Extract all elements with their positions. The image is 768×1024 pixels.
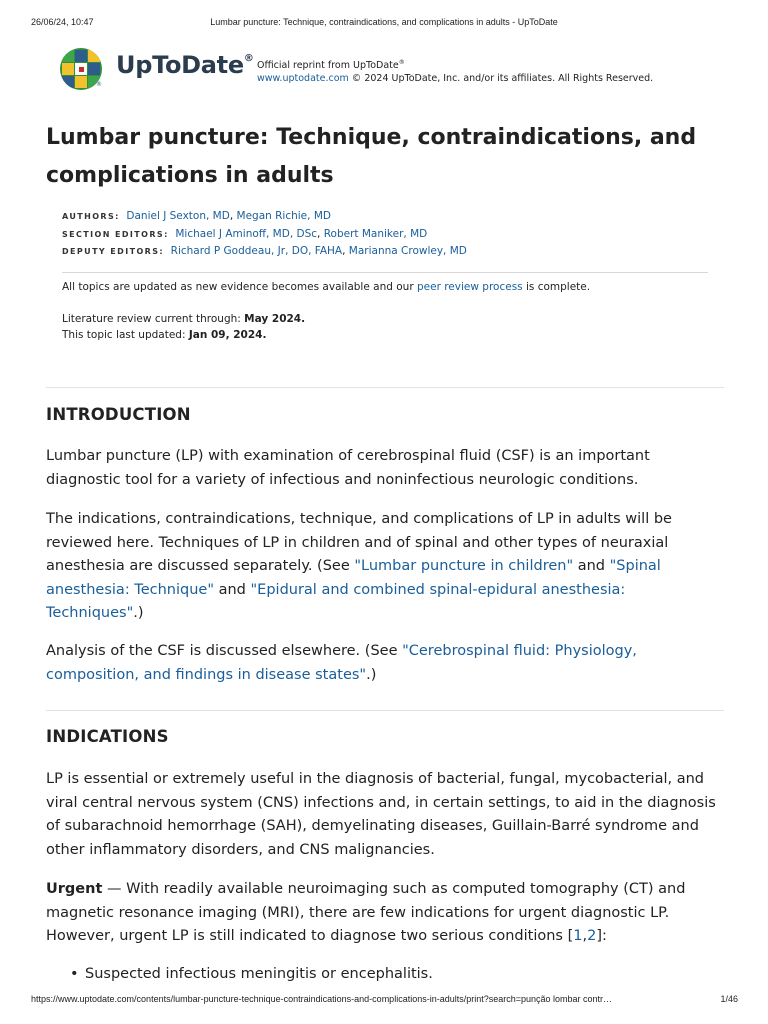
peer-review-note xyxy=(62,279,590,295)
brand-name-text: UpToDate xyxy=(116,51,244,79)
author-link[interactable]: Daniel J Sexton, MD xyxy=(126,210,230,222)
reprint-registered-mark: ® xyxy=(398,59,405,66)
section-editor-separator: , xyxy=(317,227,324,240)
introduction-paragraph-2 xyxy=(46,508,726,626)
list-item-text: Suspected infectious meningitis or encephalitis. xyxy=(85,966,433,982)
deputy-editor-link[interactable]: Richard P Goddeau, Jr, DO, FAHA xyxy=(170,245,343,257)
intro-p2-text: and xyxy=(214,581,251,598)
print-page-title: Lumbar puncture: Technique, contraindications, and complications in adults - UpToDate xyxy=(210,17,558,27)
urgent-paragraph xyxy=(46,878,726,949)
intro-p2-text: The indications, contraindications, technique, and complications of LP in adults will be reviewed here. Techniques of LP in children and of spinal and other types of neuraxial anesthesia are discussed separately. (See xyxy=(46,511,672,574)
section-editor-link[interactable]: Robert Maniker, MD xyxy=(323,227,428,240)
introduction-heading: INTRODUCTION xyxy=(46,405,191,424)
peer-review-text-end: is complete. xyxy=(522,281,591,293)
logo-registered-mark: ® xyxy=(96,81,102,88)
reference-link[interactable]: 2 xyxy=(587,928,597,944)
intro-p3-text: .) xyxy=(366,666,377,683)
intro-p2-text: and xyxy=(573,558,610,574)
deputy-editors-label: DEPUTY EDITORS: xyxy=(62,247,164,256)
epidural-anesthesia-link[interactable]: "Epidural and combined spinal-epidural anesthesia: Techniques" xyxy=(46,581,626,621)
peer-review-link[interactable]: peer review process xyxy=(416,281,523,293)
introduction-paragraph-1: Lumbar puncture (LP) with examination of cerebrospinal fluid (CSF) is an important diagnostic tool for a variety of infectious and noninfectious neurologic conditions. xyxy=(46,448,650,488)
urgent-text-end: ]: xyxy=(596,928,607,944)
author-link[interactable]: Megan Richie, MD xyxy=(236,210,331,222)
urgent-label: Urgent xyxy=(46,881,103,897)
section-divider xyxy=(46,387,724,388)
reprint-info xyxy=(257,56,653,85)
bullet-icon: • xyxy=(70,966,79,982)
reference-link[interactable]: 1 xyxy=(573,928,583,944)
section-editors-label: SECTION EDITORS: xyxy=(62,229,169,239)
peer-review-text-start: All topics are updated as new evidence becomes available and our xyxy=(62,281,417,293)
last-updated-label: This topic last updated: xyxy=(62,329,189,341)
print-footer xyxy=(0,994,768,1008)
meta-divider xyxy=(62,272,708,273)
literature-review-date: May 2024. xyxy=(244,313,306,325)
print-datetime: 26/06/24, 10:47 xyxy=(31,17,94,27)
section-editors-row xyxy=(62,226,467,244)
indications-heading: INDICATIONS xyxy=(46,727,169,746)
deputy-editor-link[interactable]: Marianna Crowley, MD xyxy=(348,245,467,257)
last-updated-line xyxy=(62,327,305,343)
brand-name xyxy=(116,51,254,79)
literature-review-line xyxy=(62,311,305,327)
urgent-text: — With readily available neuroimaging such as computed tomography (CT) and magnetic resonance imaging (MRI), there are few indications for urgent diagnostic LP. However, urgent LP is still indicated to diagnose two serious conditions [ xyxy=(46,881,686,944)
reprint-text: Official reprint from UpToDate xyxy=(257,60,399,72)
article-title-line-2: complications in adults xyxy=(46,163,334,188)
intro-p3-text: Analysis of the CSF is discussed elsewhere. (See xyxy=(46,643,403,659)
copyright-text: © 2024 UpToDate, Inc. and/or its affiliates. All Rights Reserved. xyxy=(348,73,654,85)
literature-review-label: Literature review current through: xyxy=(62,313,245,325)
uptodate-site-link[interactable]: www.uptodate.com xyxy=(257,73,349,85)
author-separator: , xyxy=(229,210,237,222)
indications-paragraph-1: LP is essential or extremely useful in the diagnosis of bacterial, fungal, mycobacterial, and viral central nervous system (CNS) infections and, in certain settings, to aid in the diagnosis of subarachnoid hemorrhage (SAH), demyelinating diseases, Guillain-Barré syndrome and other inflammatory disorders, and CNS malignancies. xyxy=(46,771,716,858)
print-header xyxy=(0,17,768,31)
authors-label: AUTHORS: xyxy=(62,212,120,221)
last-updated-date: Jan 09, 2024. xyxy=(188,329,267,341)
copyright-line xyxy=(257,72,653,85)
intro-p2-text: .) xyxy=(133,605,144,621)
deputy-editor-separator: , xyxy=(342,245,349,257)
deputy-editors-row xyxy=(62,243,467,261)
page-number: 1/46 xyxy=(720,994,738,1004)
introduction-paragraph-3 xyxy=(46,640,726,687)
spinal-anesthesia-link[interactable]: "Spinal anesthesia: Technique" xyxy=(46,558,661,598)
section-divider xyxy=(46,710,724,711)
print-url: https://www.uptodate.com/contents/lumbar-puncture-technique-contraindications-and-complications-in-adults/print?search=punção lombar contr… xyxy=(31,994,613,1004)
brand-registered-mark: ® xyxy=(243,53,254,64)
article-title-line-1: Lumbar puncture: Technique, contraindications, and xyxy=(46,125,697,150)
review-dates xyxy=(62,311,305,343)
authors-row xyxy=(62,208,467,226)
reference-separator: , xyxy=(582,928,588,944)
section-editor-link[interactable]: Michael J Aminoff, MD, DSc xyxy=(175,227,318,240)
lumbar-puncture-children-link[interactable]: "Lumbar puncture in children" xyxy=(354,558,574,574)
reprint-line xyxy=(257,56,653,72)
contributors xyxy=(62,208,467,261)
cerebrospinal-fluid-link[interactable]: "Cerebrospinal fluid: Physiology, composition, and findings in disease states" xyxy=(46,643,637,683)
article-title xyxy=(46,119,726,195)
